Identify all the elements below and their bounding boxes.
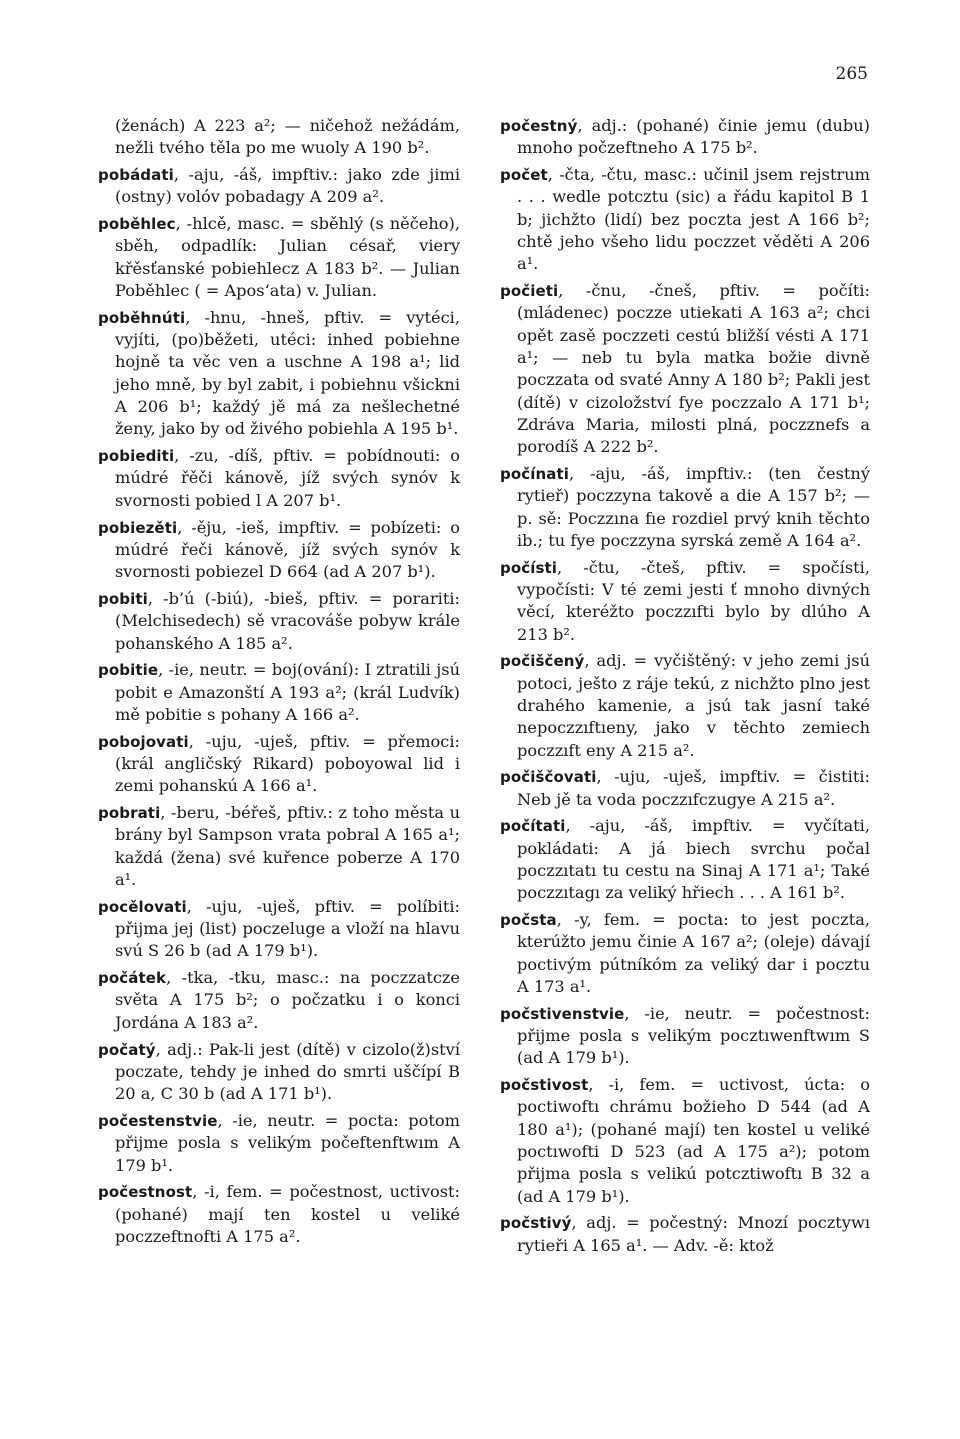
- entry-headword: počsta: [500, 911, 557, 930]
- entry-definition: , -čtu, -čteš, pftiv. = spočísti, vypočísti: V té zemi jesti ť mnoho divných věcí, kteréžto poczzıfti bylo by dlúho A 213 b².: [517, 557, 870, 644]
- dictionary-entry: [500, 1003, 870, 1070]
- dictionary-entry: [98, 588, 460, 655]
- dictionary-entry: [98, 1039, 460, 1106]
- dictionary-entry: [500, 815, 870, 904]
- entry-definition: , -aju, -áš, impftiv.: (ten čestný rytieř) poczzyna takově a die A 157 b²; — p. sě: Poczzına fıe rozdiel prvý knih těchto ib.; tu fye poczzyna syrská země A 164 a².: [517, 463, 870, 550]
- entry-definition: , -beru, -béřeš, pftiv.: z toho města u brány byl Sampson vrata pobral A 165 a¹; každá (žena) své kuřence poberze A 170 a¹.: [115, 803, 460, 889]
- dictionary-entry: [500, 650, 870, 761]
- entry-headword: počieti: [500, 282, 559, 301]
- left-column: [98, 115, 460, 1253]
- entry-definition: , -čnu, -čneš, pftiv. = počíti: (mládenec) poczze utiekati A 163 a²; chci opět zasě poczzeti cestú bližší vésti A 171 a¹; — neb tu byla matka božie divně poczzata od svaté Anny A 180 b²; Pakli jest (dítě) v cizoložství fye poczzalo A 171 b¹; Zdráva Maria, milosti plná, poczznefs a porodíš A 222 b².: [517, 281, 870, 457]
- page-number: 265: [835, 64, 868, 84]
- entry-headword: počatý: [98, 1040, 156, 1059]
- entry-headword: pobitie: [98, 661, 159, 680]
- entry-headword: poběhlec: [98, 215, 176, 234]
- entry-headword: počstivenstvie: [500, 1004, 625, 1023]
- dictionary-entry: [500, 164, 870, 275]
- entry-definition: , -uju, -uješ, pftiv. = přemoci: (král angličský Rikard) poboyowal lid i zemi pohanskú A 166 a¹.: [115, 731, 460, 796]
- entry-headword: pobojovati: [98, 732, 189, 751]
- dictionary-entry: [98, 659, 460, 726]
- entry-definition: , adj.: (pohané) činie jemu (dubu) mnoho počzeftneho A 175 b².: [517, 116, 870, 158]
- dictionary-entry: [98, 517, 460, 584]
- dictionary-entry: [98, 967, 460, 1034]
- dictionary-entry: [98, 802, 460, 891]
- entry-headword: počítati: [500, 817, 566, 836]
- dictionary-entry: [98, 213, 460, 302]
- entry-definition: , -uju, -uješ, pftiv. = políbiti: přijma jej (list) poczeluge a vloží na hlavu svú S 26 b (ad A 179 b¹).: [115, 896, 460, 961]
- entry-headword: pobiezěti: [98, 518, 178, 537]
- dictionary-entry: [500, 115, 870, 160]
- entry-definition: , -ie, neutr. = pocta: potom přijme posla s velikým počeftenftwım A 179 b¹.: [115, 1110, 460, 1175]
- dictionary-entry: [98, 445, 460, 512]
- entry-definition: , -y, fem. = pocta: to jest poczta, kterúžto jemu činie A 167 a²; (oleje) dávají poctivým pútníkóm za veliký dar i pocztu A 173 a¹.: [517, 910, 870, 996]
- entry-definition: , -zu, -díš, pftiv. = pobídnouti: o múdré řěči kánově, jíž svých synóv k svornosti pobied l A 207 b¹.: [115, 446, 460, 510]
- entry-definition: , -ěju, -ieš, impftiv. = pobízeti: o múdré řeči kánově, jíž svých synóv k svornosti pobiezel D 664 (ad A 207 b¹).: [115, 517, 460, 582]
- entry-headword: počestnost: [98, 1183, 193, 1202]
- entry-headword: počet: [500, 166, 548, 185]
- entry-headword: poběhnúti: [98, 308, 186, 327]
- dictionary-entry: [500, 280, 870, 458]
- dictionary-entry: [500, 1212, 870, 1257]
- entry-headword: počstivý: [500, 1214, 572, 1233]
- dictionary-entry: [500, 766, 870, 811]
- entry-definition: , adj. = počestný: Mnozí pocztywı rytieři A 165 a¹. — Adv. -ě: ktož: [517, 1213, 870, 1255]
- entry-headword: pobiti: [98, 589, 148, 608]
- entry-definition: , adj.: Pak-li jest (dítě) v cizolo(ž)ství poczate, tehdy je inhed do smrti uščípí B 20 a, C 30 b (ad A 171 b¹).: [115, 1039, 460, 1104]
- entry-headword: pobádati: [98, 166, 174, 185]
- dictionary-entry: [98, 1110, 460, 1177]
- entry-headword: počstivost: [500, 1076, 589, 1095]
- entry-headword: pobiediti: [98, 447, 175, 466]
- entry-headword: počísti: [500, 558, 558, 577]
- dictionary-entry: [98, 115, 460, 160]
- entry-definition: , -hnu, -hneš, pftiv. = vytéci, vyjíti, (po)běžeti, utéci: inhed pobiehne hojně ta věc ven a uschne A 198 a¹; lid jeho mně, by byl zabit, i pobiehnu všickni A 206 b¹; každý jě má za nešlechetné ženy, jako by od živého pobiehla A 195 b¹.: [115, 307, 460, 439]
- dictionary-entry: [98, 307, 460, 441]
- entry-definition: , -b’ú (-biú), -bieš, pftiv. = porariti: (Melchisedech) sě vracováše pobyw krále pohanského A 185 a².: [115, 588, 460, 653]
- dictionary-entry: [500, 1074, 870, 1208]
- entry-headword: počestný: [500, 117, 578, 135]
- entry-headword: pocělovati: [98, 897, 187, 916]
- entry-headword: počestenstvie: [98, 1111, 218, 1130]
- dictionary-entry: [500, 463, 870, 552]
- entry-headword: počiščovati: [500, 768, 597, 787]
- entry-headword: pobrati: [98, 804, 161, 823]
- dictionary-entry: [98, 164, 460, 209]
- entry-definition: , -aju, -áš, impftiv.: jako zde jimi (ostny) volóv pobadagy A 209 a².: [115, 165, 460, 207]
- entry-definition: , -tka, -tku, masc.: na poczzatcze světa A 175 b²; o počzatku i o konci Jordána A 183 a².: [115, 968, 460, 1032]
- entry-definition: , -aju, -áš, impftiv. = vyčítati, pokládati: A já biech svrchu počal poczzıtatı tu cestu na Sinaj A 171 a¹; Také poczzıtagı za veliký hřiech . . . A 161 b².: [517, 816, 870, 903]
- entry-definition: , adj. = vyčištěný: v jeho zemi jsú potoci, ješto z ráje tekú, z nichžto plno jest drahého kamenie, a jsú tak jasní také nepoczzıftıeny, jako v těchto zemiech poczzıft eny A 215 a².: [517, 651, 870, 760]
- dictionary-entry: [98, 1181, 460, 1248]
- entry-definition: , -uju, -uješ, impftiv. = čistiti: Neb jě ta voda poczzıfczugye A 215 a².: [517, 767, 870, 809]
- entry-definition: , -hlcě, masc. = sběhlý (s něčeho), sběh, odpadlík: Julian césař, viery křěsťanské pobiehlecz A 183 b². — Julian Poběhlec ( = Apos‘ata) v. Julian.: [115, 214, 460, 301]
- right-column: [500, 115, 870, 1262]
- dictionary-entry: [500, 909, 870, 998]
- entry-headword: počiščený: [500, 652, 585, 671]
- entry-definition: , -ie, neutr. = počestnost: přijme posla s velikým pocztıwenftwım S (ad A 179 b¹).: [517, 1003, 870, 1068]
- entry-definition: (ženách) A 223 a²; — ničehož nežádám, nežli tvého těla po me wuoly A 190 b².: [115, 116, 460, 158]
- entry-definition: , -i, fem. = počestnost, uctivost: (pohané) mají ten kostel u veliké poczzeftnofti A 175 a².: [115, 1182, 460, 1246]
- entry-headword: počátek: [98, 969, 167, 988]
- dictionary-entry: [500, 557, 870, 646]
- entry-definition: , -čta, -čtu, masc.: učinil jsem rejstrum . . . wedle potcztu (sic) a řádu kapitol B 1 b; jichžto (lidí) bez poczta jest A 166 b²; chtě jeho všeho lidu poczzet věděti A 206 a¹.: [517, 165, 870, 274]
- dictionary-entry: [98, 731, 460, 798]
- entry-definition: , -i, fem. = uctivost, úcta: o poctiwoftı chrámu božieho D 544 (ad A 180 a¹); (pohané mají) ten kostel u veliké poctıwofti D 523 (ad A 175 a²); potom přijma posla s velikú potcztiwoftı B 32 a (ad A 179 b¹).: [517, 1075, 870, 1206]
- entry-headword: počínati: [500, 464, 569, 483]
- dictionary-entry: [98, 896, 460, 963]
- entry-definition: , -ie, neutr. = boj(ování): I ztratili jsú pobit e Amazonští A 193 a²; (král Ludvík) mě pobitie s pohany A 166 a².: [115, 660, 460, 724]
